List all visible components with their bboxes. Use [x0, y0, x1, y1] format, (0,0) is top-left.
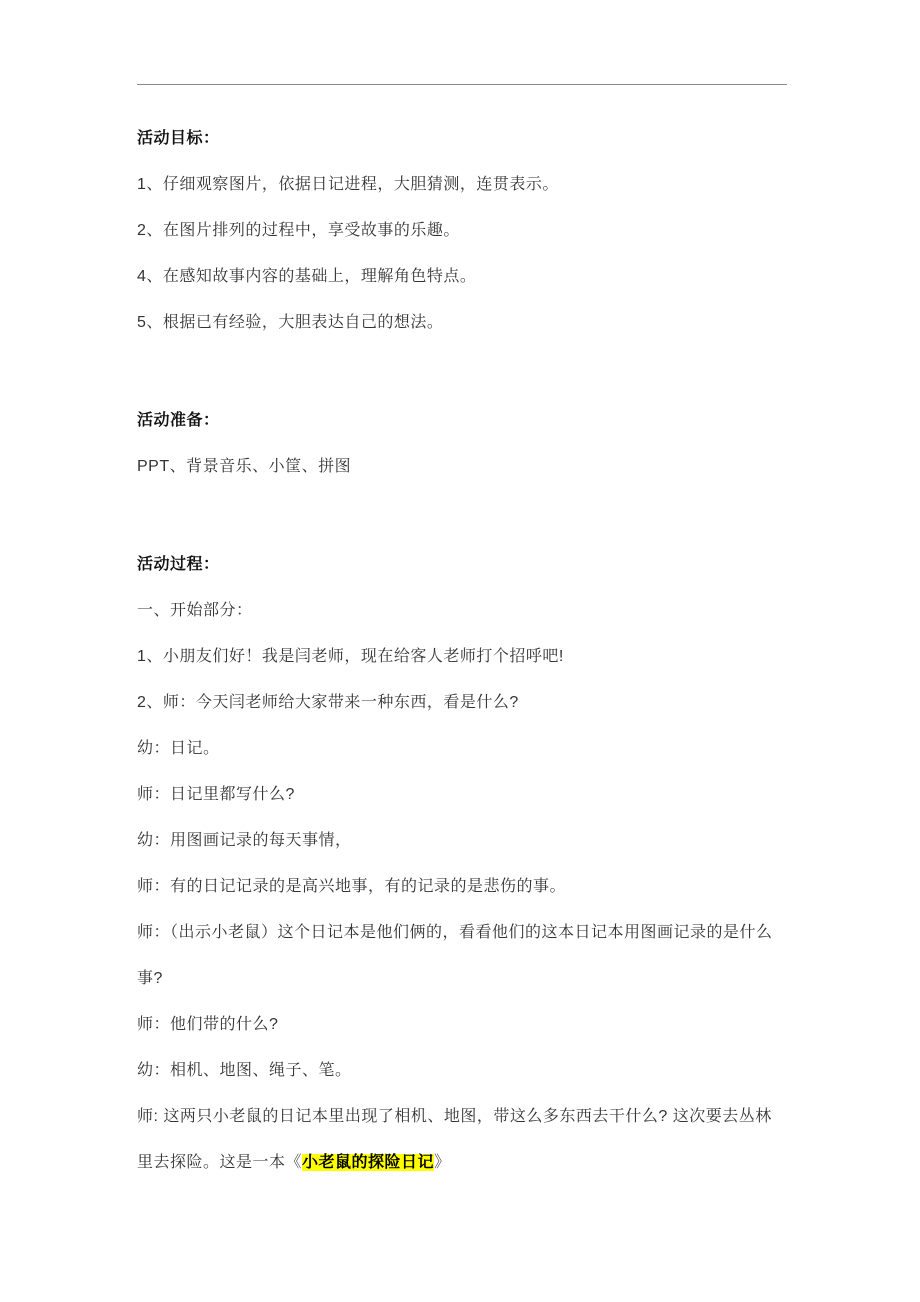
document-content — [137, 84, 787, 1186]
blank-line-spacer — [137, 346, 787, 398]
paragraph: 一、开始部分： — [137, 602, 253, 619]
paragraph: 幼：相机、地图、绳子、笔。 — [137, 1062, 352, 1079]
paragraph: 2、在图片排列的过程中，享受故事的乐趣。 — [137, 222, 460, 239]
paragraph: PPT、背景音乐、小筐、拼图 — [137, 458, 352, 475]
paragraph: 师：他们带的什么? — [137, 1016, 279, 1033]
paragraph: 幼：用图画记录的每天事情， — [137, 832, 352, 849]
section-heading: 活动准备： — [137, 412, 220, 429]
paragraph: 幼：日记。 — [137, 740, 220, 757]
blank-line-spacer — [137, 490, 787, 542]
paragraph: 5、根据已有经验，大胆表达自己的想法。 — [137, 314, 444, 331]
paragraph: 师：（出示小老鼠）这个日记本是他们俩的，看看他们的这本日记本用图画记录的是什么事? — [137, 924, 773, 987]
document-body — [137, 116, 787, 1186]
paragraph: 1、仔细观察图片，依据日记进程，大胆猜测，连贯表示。 — [137, 176, 559, 193]
paragraph: 2、师：今天闫老师给大家带来一种东西，看是什么? — [137, 694, 519, 711]
text-run: 师: 这两只小老鼠的日记本里出现了相机、地图，带这么多东西去干什么? 这次要去丛林里去探险。这是一本《 — [137, 1108, 772, 1171]
section-heading: 活动目标： — [137, 130, 220, 147]
paragraph: 师：日记里都写什么? — [137, 786, 295, 803]
paragraph: 1、小朋友们好！我是闫老师，现在给客人老师打个招呼吧! — [137, 648, 564, 665]
paragraph — [137, 1094, 787, 1186]
header-divider — [137, 84, 787, 85]
book-title-highlight: 小老鼠的探险日记 — [302, 1154, 435, 1171]
section-heading: 活动过程： — [137, 556, 220, 573]
text-run: 》 — [434, 1154, 451, 1171]
paragraph: 师：有的日记记录的是高兴地事，有的记录的是悲伤的事。 — [137, 878, 567, 895]
paragraph: 4、在感知故事内容的基础上，理解角色特点。 — [137, 268, 477, 285]
